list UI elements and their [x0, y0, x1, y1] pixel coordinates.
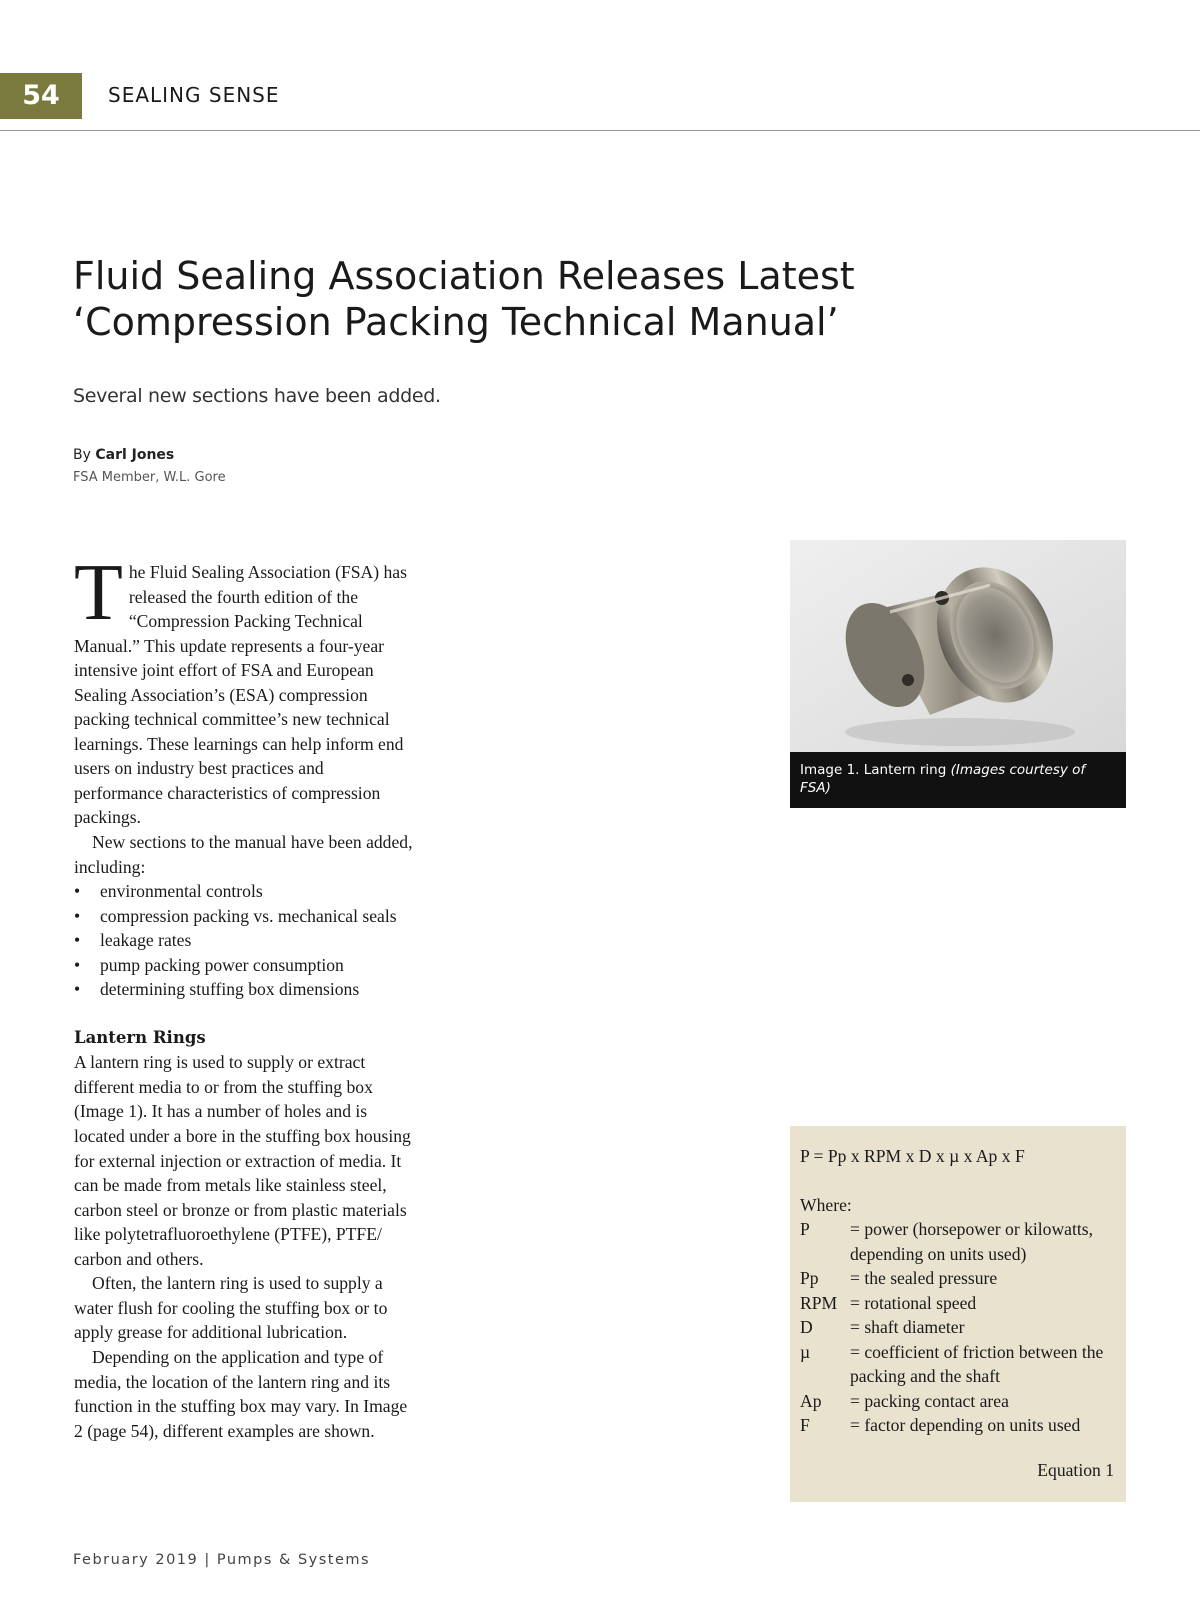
- new-sections-list: [74, 879, 414, 1002]
- bullet-icon: •: [74, 979, 81, 1000]
- lantern-ring-image: [790, 540, 1126, 752]
- paragraph: A lantern ring is used to supply or extract different media to or from the stuffing box (Image 1). It has a number of holes and is located under a bore in the stuffing box housing for external injection or extraction of media. It can be made from metals like stainless steel, carbon steel or bronze or from plastic materials like polytetrafluoroethylene (PTFE), PTFE/ carbon and others.: [74, 1052, 411, 1269]
- equation-box: [790, 1126, 1126, 1502]
- variable-definition: = shaft diameter: [850, 1317, 965, 1337]
- spacer: [74, 1002, 414, 1026]
- page-footer: February 2019 | Pumps & Systems: [73, 1552, 371, 1568]
- title-line-1: Fluid Sealing Association Releases Latest: [73, 254, 855, 298]
- article-subtitle: Several new sections have been added.: [73, 385, 441, 407]
- author-name: Carl Jones: [95, 447, 175, 463]
- list-item: • determining stuffing box dimensions: [74, 977, 414, 1002]
- title-line-2: ‘Compression Packing Technical Manual’: [73, 300, 839, 344]
- paragraph: Depending on the application and type of media, the location of the lantern ring and its function in the stuffing box may vary. In Image 2 (page 54), different examples are shown.: [74, 1346, 408, 1441]
- list-item: • compression packing vs. mechanical seals: [74, 904, 414, 929]
- list-item: • environmental controls: [74, 879, 414, 904]
- byline-prefix: By: [73, 447, 96, 463]
- equation-formula: P = Pp x RPM x D x µ x Ap x F: [800, 1146, 1025, 1166]
- list-item: • leakage rates: [74, 928, 414, 953]
- body-column-1: [74, 549, 414, 1443]
- variable-definition: = factor depending on units used: [850, 1415, 1081, 1435]
- equation-label: Equation 1: [1037, 1459, 1114, 1480]
- bullet-icon: •: [74, 954, 81, 975]
- article-title: [73, 253, 953, 345]
- bullet-icon: •: [74, 905, 81, 926]
- drop-cap: T: [74, 549, 123, 637]
- variable-definition: = packing contact area: [850, 1390, 1009, 1411]
- variable-row: [800, 1315, 1116, 1340]
- bullet-icon: •: [74, 881, 81, 902]
- variable-row: [800, 1266, 1116, 1291]
- bullet-icon: •: [74, 930, 81, 951]
- variable-row: [800, 1340, 1116, 1389]
- paragraph: New sections to the manual have been added, including:: [74, 832, 413, 877]
- variable-row: [800, 1413, 1116, 1438]
- paragraph: Often, the lantern ring is used to supply a water flush for cooling the stuffing box or to apply grease for additional lubrication.: [74, 1273, 388, 1343]
- header-divider: [0, 130, 1200, 131]
- where-label: Where:: [800, 1194, 852, 1215]
- variable-symbol: P: [800, 1219, 810, 1239]
- section-heading-lantern-rings: Lantern Rings: [74, 1027, 206, 1047]
- image-caption: Image 1. Lantern ring (Images courtesy of FSA): [790, 752, 1126, 808]
- image-credit: (Images courtesy of FSA): [800, 762, 1086, 796]
- variable-definition: = the sealed pressure: [850, 1268, 998, 1288]
- variable-definition: = power (horsepower or kilowatts, depending on units used): [850, 1219, 1093, 1264]
- variable-symbol: Ap: [800, 1390, 822, 1411]
- variable-symbol: D: [800, 1317, 813, 1337]
- page-header: [0, 73, 1200, 133]
- author-affiliation: FSA Member, W.L. Gore: [73, 470, 226, 485]
- variable-definition: = rotational speed: [850, 1292, 977, 1313]
- list-item: • pump packing power consumption: [74, 953, 414, 978]
- variable-symbol: RPM: [800, 1292, 838, 1313]
- variable-symbol: F: [800, 1415, 810, 1435]
- page-number: 54: [0, 73, 82, 119]
- variable-symbol: Pp: [800, 1268, 819, 1288]
- variable-definition: = coefficient of friction between the packing and the shaft: [850, 1341, 1104, 1386]
- variable-row: [800, 1217, 1116, 1266]
- intro-paragraph: The Fluid Sealing Association (FSA) has released the fourth edition of the “Compression Packing Technical Manual.” This update represents a four-year intensive joint effort of FSA and European Sealing Association’s (ESA) compression packing technical committee’s new technical learnings. These learnings can help inform end users on industry best practices and performance characteristics of compression packings.: [74, 549, 407, 828]
- variable-row: [800, 1291, 1116, 1316]
- section-label: SEALING SENSE: [108, 83, 280, 107]
- variable-row: [800, 1389, 1116, 1414]
- lantern-ring-photo: [790, 540, 1126, 752]
- byline: [73, 447, 174, 463]
- variable-symbol: µ: [800, 1341, 811, 1362]
